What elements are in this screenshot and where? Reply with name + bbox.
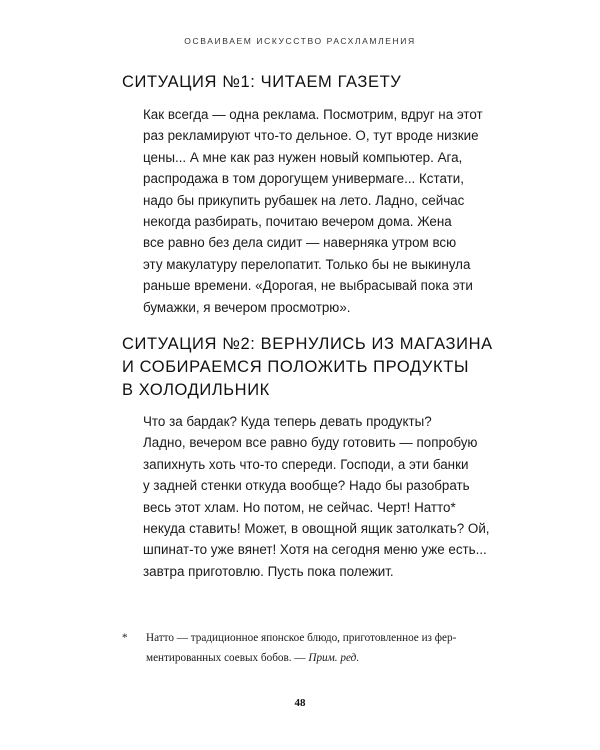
paragraph-line: завтра приготовлю. Пусть пока полежит. (143, 563, 394, 579)
section-2-heading-line: И СОБИРАЕМСЯ ПОЛОЖИТЬ ПРОДУКТЫ (122, 358, 470, 376)
paragraph-line: надо бы прикупить рубашек на лето. Ладно, сейчас (143, 192, 465, 208)
footnote-text (146, 628, 526, 668)
section-1-paragraph (143, 104, 483, 318)
paragraph-line: все равно без дела сидит — наверняка утром всю (143, 235, 457, 251)
section-2-heading-line: В ХОЛОДИЛЬНИК (122, 381, 270, 399)
paragraph-line: Ладно, вечером все равно буду готовить — попробую (143, 435, 478, 451)
paragraph-line: шпинат-то уже вянет! Хотя на сегодня меню уже есть... (143, 542, 487, 558)
section-2-heading (122, 333, 493, 402)
paragraph-line: Что за бардак? Куда теперь девать продукты? (143, 414, 432, 429)
paragraph-line: бумажки, я вечером просмотрю». (143, 299, 351, 315)
running-head: ОСВАИВАЕМ ИСКУССТВО РАСХЛАМЛЕНИЯ (184, 36, 416, 46)
footnote-line-1: Натто — традиционное японское блюдо, приготовленное из фер- (146, 632, 457, 644)
page-number: 48 (294, 697, 306, 709)
footnote-mark: * (122, 632, 128, 644)
paragraph-line: раз рекламируют что-то дельное. О, тут вроде низкие (143, 128, 479, 144)
paragraph-line: Как всегда — одна реклама. Посмотрим, вдруг на этот (143, 107, 483, 122)
paragraph-line: распродажа в том дорогущем универмаге... Кстати, (143, 171, 464, 187)
section-1-heading (122, 71, 401, 94)
paragraph-line: весь этот хлам. Но потом, не сейчас. Черт! Натто* (143, 499, 456, 515)
section-2-paragraph (143, 411, 490, 582)
paragraph-line: некогда разбирать, почитаю вечером дома. Жена (143, 214, 452, 230)
section-2-heading-line: СИТУАЦИЯ №2: ВЕРНУЛИСЬ ИЗ МАГАЗИНА (122, 335, 493, 353)
paragraph-line: у задней стенки откуда вообще? Надо бы разобрать (143, 478, 470, 494)
footnote-line-2 (146, 648, 526, 668)
footnote-editor-note: Прим. ред. (308, 652, 360, 664)
paragraph-line: раньше времени. «Дорогая, не выбрасывай пока эти (143, 278, 473, 294)
footnote-line-2-text: ментированных соевых бобов. — (146, 652, 309, 664)
paragraph-line: цены... А мне как раз нужен новый компьютер. Ага, (143, 149, 463, 165)
paragraph-line: эту макулатуру перелопатит. Только бы не выкинула (143, 256, 471, 272)
paragraph-line: некуда ставить! Может, в овощной ящик затолкать? Ой, (143, 521, 490, 537)
paragraph-line: запихнуть хоть что-то спереди. Господи, а эти банки (143, 456, 469, 472)
section-1-heading-text: СИТУАЦИЯ №1: ЧИТАЕМ ГАЗЕТУ (122, 73, 402, 91)
